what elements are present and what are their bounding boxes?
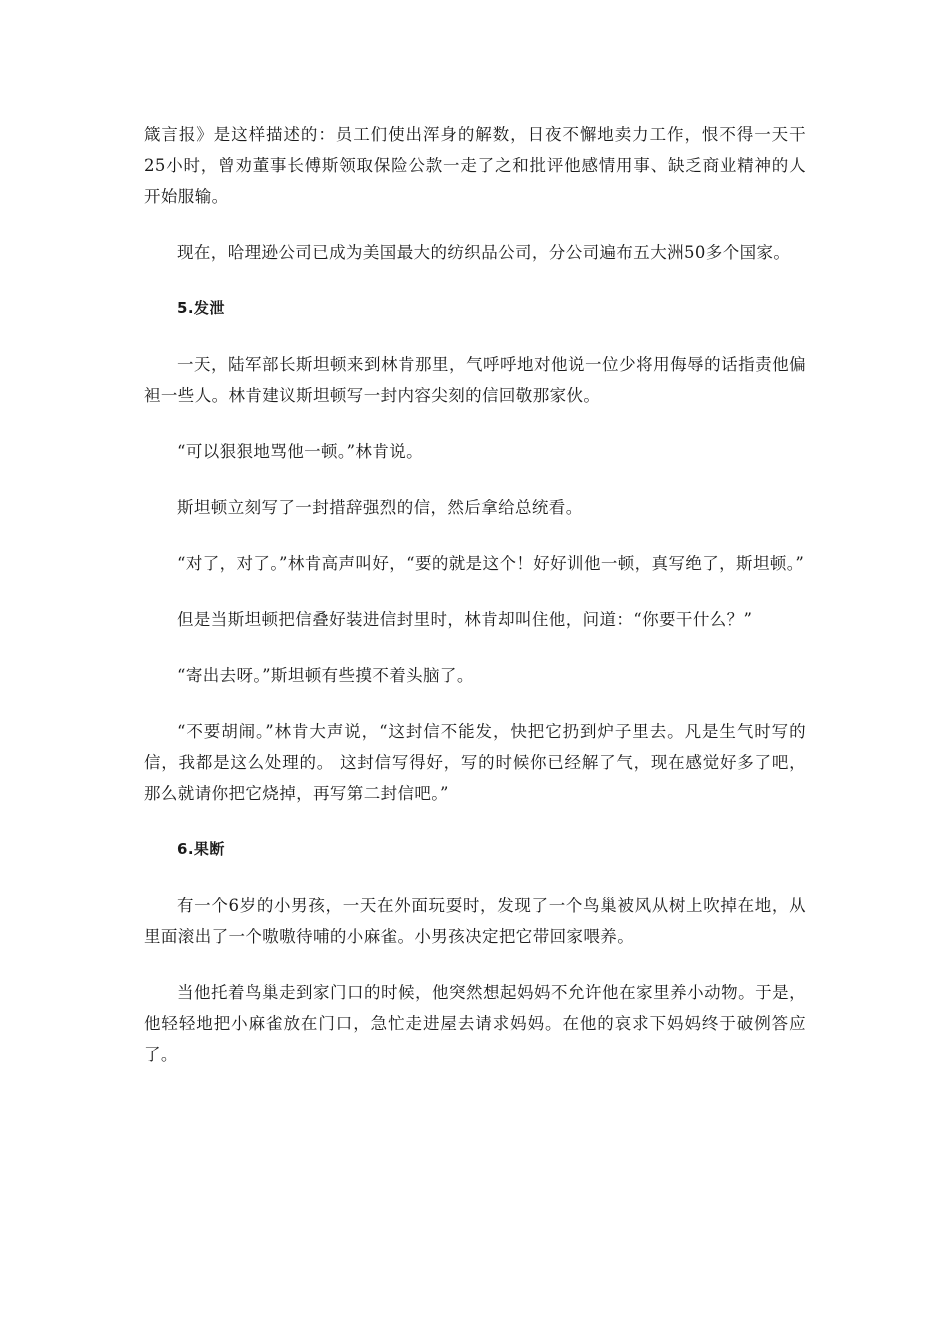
paragraph: 现在，哈理逊公司已成为美国最大的纺织品公司，分公司遍布五大洲50多个国家。 (177, 243, 791, 262)
paragraph: 一天，陆军部长斯坦顿来到林肯那里，气呼呼地对他说一位少将用侮辱的话指责他偏袒一些人。林肯建议斯坦顿写一封内容尖刻的信回敬那家伙。 (144, 355, 806, 405)
paragraph: “不要胡闹。”林肯大声说，“这封信不能发，快把它扔到炉子里去。凡是生气时写的信，我都是这么处理的。 这封信写得好，写的时候你已经解了气，现在感觉好多了吧，那么就请你把它烧掉，再写第二封信吧。” (144, 722, 806, 803)
paragraph: 斯坦顿立刻写了一封措辞强烈的信，然后拿给总统看。 (177, 498, 583, 517)
paragraph: 有一个6岁的小男孩，一天在外面玩耍时，发现了一个鸟巢被风从树上吹掉在地，从里面滚出了一个嗷嗷待哺的小麻雀。小男孩决定把它带回家喂养。 (144, 896, 806, 946)
paragraph: 箴言报》是这样描述的：员工们使出浑身的解数，日夜不懈地卖力工作，恨不得一天干25小时，曾劝董事长傅斯领取保险公款一走了之和批评他感情用事、缺乏商业精神的人开始服输。 (144, 125, 806, 206)
document-body (144, 119, 806, 1095)
section-heading: 6.果断 (177, 840, 225, 858)
paragraph: 当他托着鸟巢走到家门口的时候，他突然想起妈妈不允许他在家里养小动物。于是，他轻轻地把小麻雀放在门口，急忙走进屋去请求妈妈。在他的哀求下妈妈终于破例答应了。 (144, 983, 806, 1064)
paragraph: 但是当斯坦顿把信叠好装进信封里时，林肯却叫住他，问道：“你要干什么？” (177, 610, 753, 629)
paragraph: “可以狠狠地骂他一顿。”林肯说。 (177, 442, 424, 461)
paragraph: “对了，对了。”林肯高声叫好，“要的就是这个！好好训他一顿，真写绝了，斯坦顿。” (177, 554, 805, 573)
paragraph: “寄出去呀。”斯坦顿有些摸不着头脑了。 (177, 666, 474, 685)
section-heading: 5.发泄 (177, 299, 225, 317)
